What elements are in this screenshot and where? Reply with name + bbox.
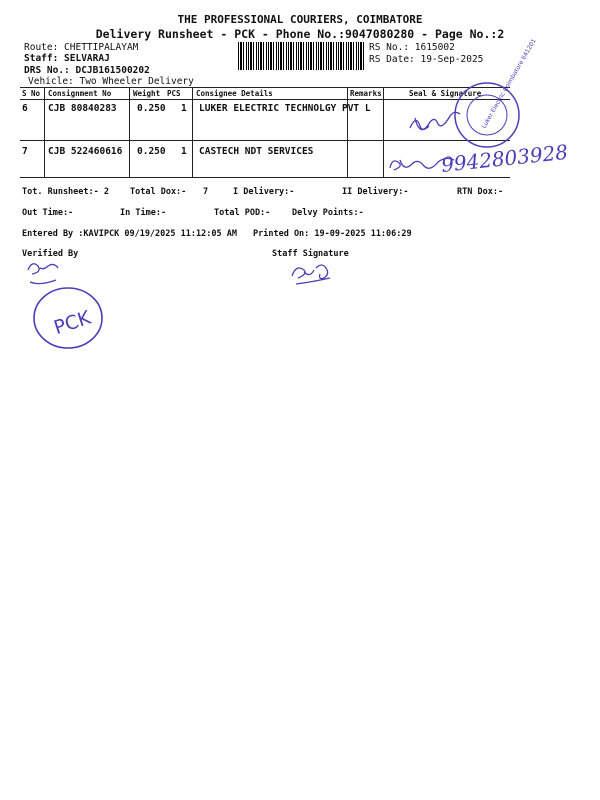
stamp-text: PCK [51,306,94,340]
row-weight: 0.250 [137,103,166,114]
row-pcs: 1 [181,146,187,157]
ii-delivery: II Delivery:- [342,187,409,197]
col-header-consignee: Consignee Details [196,89,273,98]
total-pod: Total POD:- [214,208,271,218]
row-weight: 0.250 [137,146,166,157]
staff-signature [292,265,330,284]
row-consignee: LUKER ELECTRIC TECHNOLGY PVT L [199,103,371,114]
col-header-seal: Seal & Signature [409,89,482,98]
receiver-signature [410,112,460,129]
pck-stamp [34,288,102,348]
row-sno: 7 [22,146,28,157]
total-dox-value: 7 [203,187,209,197]
drs-no: DRS No.: DCJB161500202 [24,65,150,76]
verified-by-label: Verified By [22,249,79,259]
out-time: Out Time:- [22,208,74,218]
staff-signature-label: Staff Signature [272,249,349,259]
tot-runsheet: Tot. Runsheet:- 2 [22,187,109,197]
company-name: THE PROFESSIONAL COURIERS, COIMBATORE [177,13,423,26]
printed-on: Printed On: 19-09-2025 11:06:29 [253,229,412,239]
i-delivery: I Delivery:- [233,187,295,197]
rtn-dox: RTN Dox:- [457,187,504,197]
delvy-points: Delvy Points:- [292,208,364,218]
handwritten-phone: 9942803928 [440,139,570,177]
row-pcs: 1 [181,103,187,114]
total-dox-label: Total Dox:- [130,187,187,197]
verifier-signature [28,264,58,284]
col-header-sno: S No [22,89,41,98]
col-header-remarks: Remarks [350,89,382,98]
row-consignment: CJB 522460616 [48,146,123,157]
rs-date: RS Date: 19-Sep-2025 [369,54,484,65]
in-time: In Time:- [120,208,167,218]
col-header-consignment: Consignment No [48,89,112,98]
entered-by: Entered By :KAVIPCK 09/19/2025 11:12:05 AM [22,229,237,239]
runsheet-title: Delivery Runsheet - PCK - Phone No.:9047080280 - Page No.:2 [95,27,505,41]
col-header-pcs: PCS [167,89,181,98]
vehicle: Vehicle: Two Wheeler Delivery [28,76,194,87]
rs-no: RS No.: 1615002 [369,42,455,53]
route: Route: CHETTIPALAYAM [24,42,139,53]
company-seal [455,38,538,147]
col-header-weight: Weight [133,89,161,98]
seal-text: Luker Electric Coimbatore 641201 [480,37,538,130]
row-consignment: CJB 80840283 [48,103,117,114]
staff: Staff: SELVARAJ [24,53,110,64]
row-sno: 6 [22,103,28,114]
row-consignee: CASTECH NDT SERVICES [199,146,314,157]
